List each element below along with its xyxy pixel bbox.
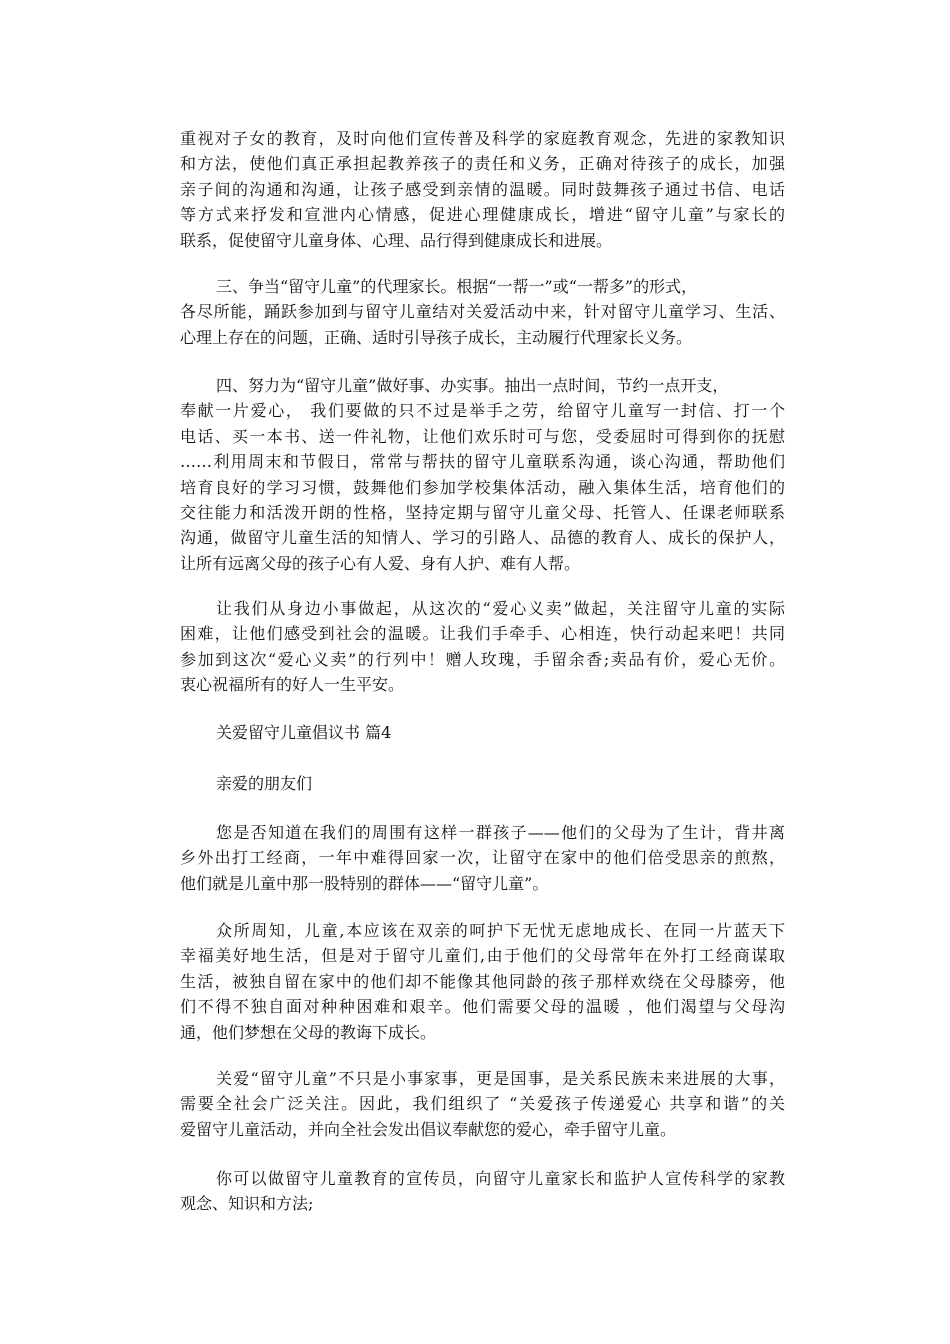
salutation — [180, 771, 785, 796]
text-line: 困难，让他们感受到社会的温暖。让我们手牵手、心相连，快行动起来吧！共同 — [180, 624, 785, 644]
paragraph-point-four — [180, 373, 785, 576]
paragraph-significance — [180, 1066, 785, 1142]
text-line: 心理上存在的问题，正确、适时引导孩子成长，主动履行代理家长义务。 — [180, 327, 693, 347]
text-line: 通，他们梦想在父母的教诲下成长。 — [180, 1022, 437, 1042]
section-title-text: 关爱留守儿童倡议书 篇4 — [216, 723, 392, 742]
text-line: 们不得不独自面对种种困难和艰辛。他们需要父母的温暖 ，他们渴望与父母沟 — [180, 997, 785, 1017]
text-line: 需要全社会广泛关注。因此，我们组织了 “关爱孩子传递爱心 共享和谐”的关 — [180, 1094, 785, 1114]
paragraph-parent-education — [180, 126, 785, 253]
text-line: 奉献一片爱心， 我们要做的只不过是举手之劳，给留守儿童写一封信、打一个 — [180, 401, 785, 421]
text-line: 幸福美好地生活，但是对于留守儿童们,由于他们的父母常年在外打工经商谋取 — [180, 946, 785, 966]
text-line: 电话、买一本书、送一件礼物，让他们欢乐时可与您，受委屈时可得到你的抚慰 — [180, 426, 785, 446]
paragraph-call-to-action — [180, 596, 785, 698]
text-line: 三、争当“留守儿童”的代理家长。根据“一帮一”或“一帮多”的形式， — [216, 277, 698, 296]
text-line: 重视对子女的教育，及时向他们宣传普及科学的家庭教育观念，先进的家教知识 — [180, 129, 785, 148]
section-title — [180, 720, 785, 745]
paragraph-situation — [180, 918, 785, 1045]
text-line: 生活，被独自留在家中的他们却不能像其他同龄的孩子那样欢绕在父母膝旁，他 — [180, 971, 785, 991]
text-line: 让所有远离父母的孩子心有人爱、身有人护、难有人帮。 — [180, 553, 581, 573]
text-line: 他们就是儿童中那一股特别的群体——“留守儿童”。 — [180, 873, 549, 893]
text-line: 参加到这次“爱心义卖”的行列中！赠人玫瑰，手留余香;卖品有价，爱心无价。 — [180, 649, 785, 669]
text-line: 让我们从身边小事做起，从这次的“爱心义卖”做起，关注留守儿童的实际 — [216, 599, 785, 618]
text-line: 您是否知道在我们的周围有这样一群孩子——他们的父母为了生计，背井离 — [216, 823, 785, 842]
text-line: 各尽所能，踊跃参加到与留守儿童结对关爱活动中来，针对留守儿童学习、生活、 — [180, 302, 785, 322]
paragraph-suggestion — [180, 1166, 785, 1217]
text-line: 关爱“留守儿童”不只是小事家事，更是国事，是关系民族未来进展的大事， — [216, 1069, 785, 1088]
text-line: 交往能力和活泼开朗的性格，坚持定期与留守儿童父母、托管人、任课老师联系 — [180, 503, 785, 523]
text-line: 等方式来抒发和宣泄内心情感，促进心理健康成长，增进“留守儿童”与家长的 — [180, 205, 785, 225]
text-line: 众所周知，儿童,本应该在双亲的呵护下无忧无虑地成长、在同一片蓝天下 — [216, 921, 785, 940]
text-line: 和方法，使他们真正承担起教养孩子的责任和义务，正确对待孩子的成长，加强 — [180, 154, 785, 174]
text-line: 联系，促使留守儿童身体、心理、品行得到健康成长和进展。 — [180, 230, 613, 250]
text-line: 亲子间的沟通和沟通，让孩子感受到亲情的温暖。同时鼓舞孩子通过书信、电话 — [180, 179, 785, 199]
text-line: 培育良好的学习习惯，鼓舞他们参加学校集体活动，融入集体生活，培育他们的 — [180, 477, 785, 497]
text-line: 四、努力为“留守儿童”做好事、办实事。抽出一点时间，节约一点开支， — [216, 376, 729, 395]
text-line: 爱留守儿童活动，并向全社会发出倡议奉献您的爱心，牵手留守儿童。 — [180, 1119, 677, 1139]
text-line: 乡外出打工经商，一年中难得回家一次，让留守在家中的他们倍受思亲的煎熬， — [180, 848, 785, 868]
text-line: ……利用周末和节假日，常常与帮扶的留守儿童联系沟通，谈心沟通，帮助他们 — [180, 452, 785, 472]
text-line: 沟通，做留守儿童生活的知情人、学习的引路人、品德的教育人、成长的保护人， — [180, 528, 785, 548]
text-line: 衷心祝福所有的好人一生平安。 — [180, 675, 405, 695]
paragraph-point-three — [180, 274, 785, 350]
text-line: 你可以做留守儿童教育的宣传员，向留守儿童家长和监护人宣传科学的家教 — [216, 1169, 785, 1188]
paragraph-intro — [180, 820, 785, 896]
text-line: 观念、知识和方法; — [180, 1194, 314, 1214]
salutation-text: 亲爱的朋友们 — [216, 774, 313, 793]
